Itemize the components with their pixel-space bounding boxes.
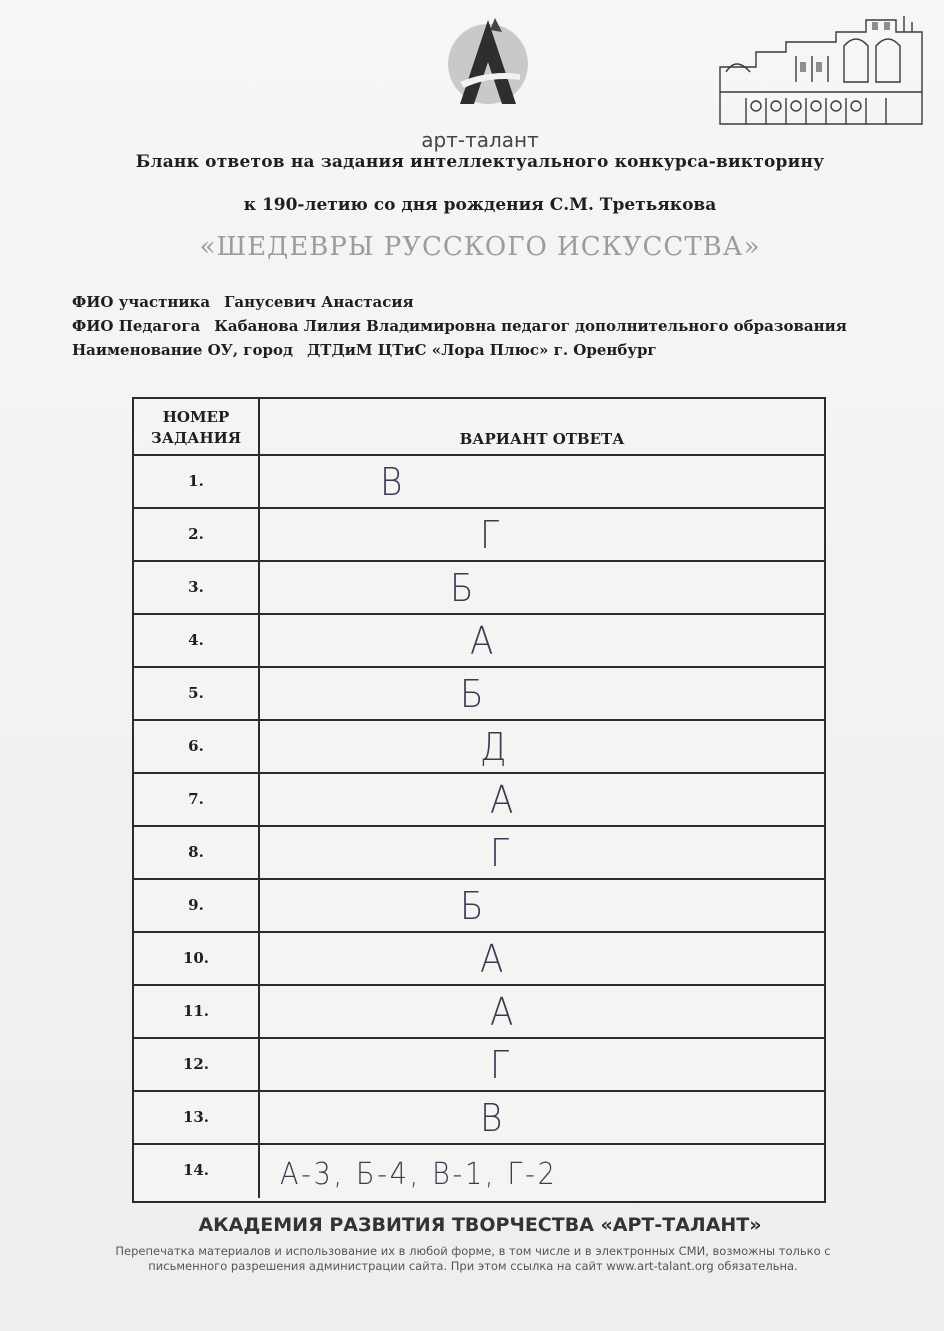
answer-cell <box>260 1145 824 1198</box>
answer-cell <box>260 774 824 825</box>
task-number: 2. <box>134 509 260 560</box>
answer-cell <box>260 827 824 878</box>
task-number: 3. <box>134 562 260 613</box>
table-row <box>134 668 824 721</box>
academy-name: АКАДЕМИЯ РАЗВИТИЯ ТВОРЧЕСТВА «АРТ-ТАЛАНТ» <box>198 1214 762 1236</box>
answer-cell <box>260 986 824 1037</box>
table-row <box>134 1039 824 1092</box>
school-label: Наименование ОУ, город <box>72 341 293 359</box>
table-row <box>134 509 824 562</box>
handwritten-answer: А <box>490 778 514 822</box>
contest-name: «ШЕДЕВРЫ РУССКОГО ИСКУССТВА» <box>199 232 761 262</box>
answer-cell <box>260 1039 824 1090</box>
answer-cell <box>260 1092 824 1143</box>
gallery-building-icon <box>716 12 926 130</box>
handwritten-answer: А-3, Б-4, В-1, Г-2 <box>280 1157 558 1192</box>
school-value: ДТДиМ ЦТиС «Лора Плюс» г. Оренбург <box>306 341 657 359</box>
answer-cell <box>260 668 824 719</box>
table-row <box>134 774 824 827</box>
brand-name: арт-талант <box>421 128 539 152</box>
table-row <box>134 721 824 774</box>
answer-cell <box>260 615 824 666</box>
school-line <box>72 341 657 359</box>
handwritten-answer: Б <box>460 672 484 716</box>
task-number: 9. <box>134 880 260 931</box>
answer-cell <box>260 509 824 560</box>
task-number: 14. <box>134 1145 260 1198</box>
form-title: Бланк ответов на задания интеллектуального конкурса-викторину <box>135 152 825 172</box>
answer-cell <box>260 721 824 772</box>
task-number: 8. <box>134 827 260 878</box>
task-number: 7. <box>134 774 260 825</box>
table-row <box>134 456 824 509</box>
table-row <box>134 1092 824 1145</box>
participant-line <box>72 293 414 311</box>
handwritten-answer: В <box>380 460 403 504</box>
column-header-number: НОМЕР ЗАДАНИЯ <box>134 399 260 454</box>
teacher-label: ФИО Педагога <box>72 317 201 335</box>
task-number: 12. <box>134 1039 260 1090</box>
handwritten-answer: Д <box>480 725 507 769</box>
handwritten-answer: А <box>490 990 514 1034</box>
task-number: 4. <box>134 615 260 666</box>
table-header <box>134 399 824 456</box>
handwritten-answer: Г <box>490 1043 510 1087</box>
answer-cell <box>260 562 824 613</box>
handwritten-answer: В <box>480 1096 503 1140</box>
participant-value: Ганусевич Анастасия <box>224 293 414 311</box>
handwritten-answer: Б <box>450 566 474 610</box>
handwritten-answer: А <box>480 937 504 981</box>
task-number: 10. <box>134 933 260 984</box>
answer-cell <box>260 933 824 984</box>
task-number: 11. <box>134 986 260 1037</box>
copyright-notice-line-1: Перепечатка материалов и использование их в любой форме, в том числе и в электронных СМИ, возможны только с <box>115 1244 831 1258</box>
copyright-notice-line-2: письменного разрешения администрации сайта. При этом ссылка на сайт www.art-talant.org обязательна. <box>148 1259 798 1273</box>
table-row <box>134 933 824 986</box>
handwritten-answer: Г <box>490 831 510 875</box>
copyright-notice <box>88 1244 858 1274</box>
table-row <box>134 827 824 880</box>
handwritten-answer: А <box>470 619 494 663</box>
answer-table <box>132 397 826 1203</box>
handwritten-answer: Г <box>480 513 500 557</box>
task-number: 13. <box>134 1092 260 1143</box>
handwritten-answer: Б <box>460 884 484 928</box>
task-number: 5. <box>134 668 260 719</box>
participant-label: ФИО участника <box>72 293 211 311</box>
art-talant-logo-icon <box>440 12 536 112</box>
teacher-line <box>72 317 847 335</box>
answer-cell <box>260 880 824 931</box>
table-row <box>134 1145 824 1198</box>
answer-cell <box>260 456 824 507</box>
teacher-value: Кабанова Лилия Владимировна педагог дополнительного образования <box>214 317 847 335</box>
task-number: 6. <box>134 721 260 772</box>
form-subtitle: к 190-летию со дня рождения С.М. Третьякова <box>243 195 717 215</box>
table-row <box>134 986 824 1039</box>
task-number: 1. <box>134 456 260 507</box>
table-row <box>134 615 824 668</box>
table-row <box>134 562 824 615</box>
column-header-answer: ВАРИАНТ ОТВЕТА <box>459 430 625 448</box>
table-row <box>134 880 824 933</box>
